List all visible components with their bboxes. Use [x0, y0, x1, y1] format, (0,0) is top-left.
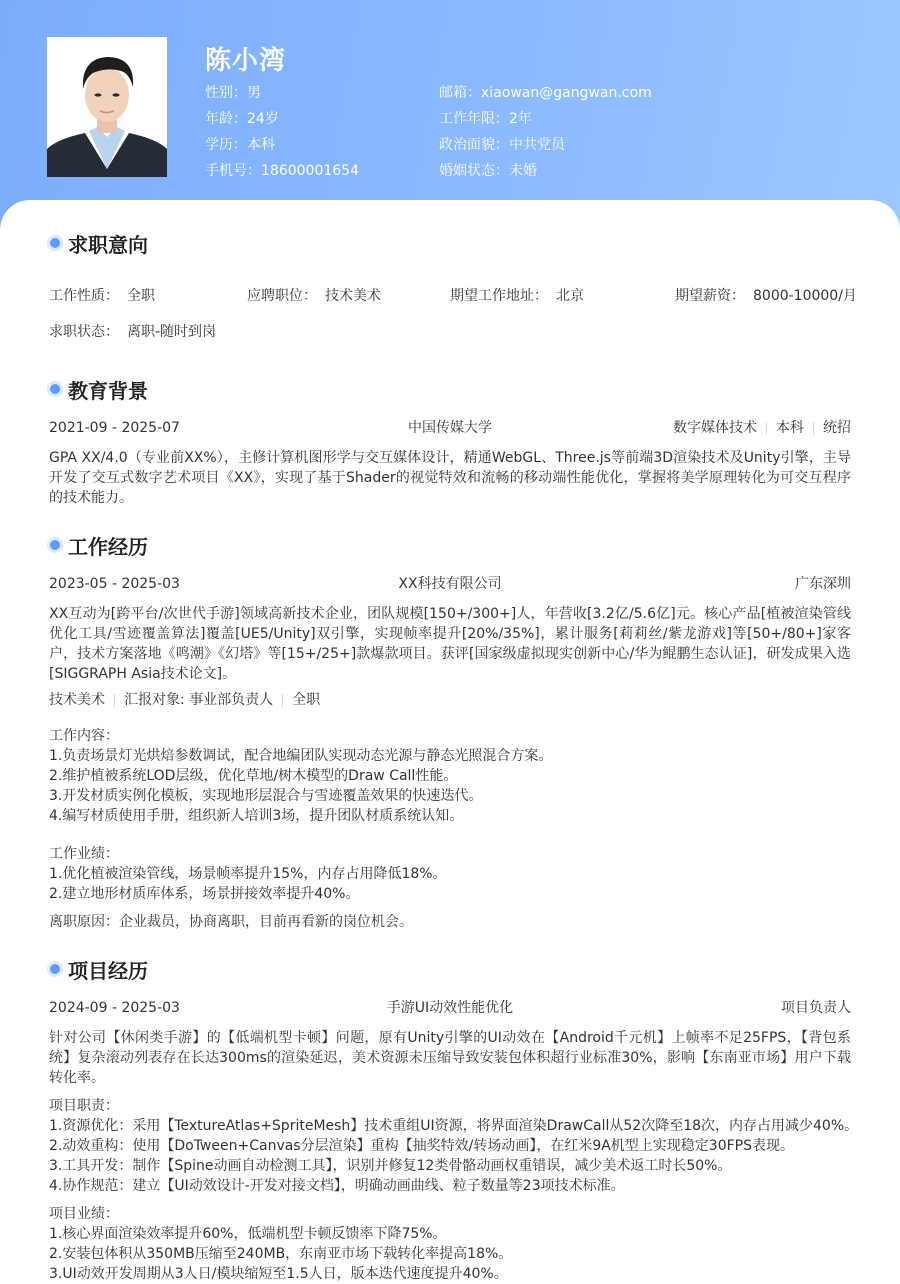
achievement-item: 3.UI动效开发周期从3人日/模块缩短至1.5人日，版本迭代速度提升40%。 [49, 1266, 508, 1282]
report-to: 汇报对象: 事业部负责人 [124, 692, 274, 708]
section-education [49, 374, 851, 508]
major: 数字媒体技术 [673, 420, 757, 436]
duty-item: 4.协作规范：建立【UI动效设计-开发对接文档】，明确动画曲线、粒子数量等23项技术标准。 [49, 1178, 625, 1194]
bullet-dot-icon [50, 964, 60, 974]
project-role: 项目负责人 [781, 1000, 851, 1016]
degree: 本科 [776, 420, 804, 436]
info-marital-status [439, 160, 652, 186]
info-value: 2年 [509, 111, 532, 127]
bullet-dot-icon [50, 540, 60, 550]
work-header-row [49, 574, 851, 594]
section-title [49, 374, 851, 404]
info-education [205, 134, 359, 160]
education-description: GPA XX/4.0（专业前XX%），主修计算机图形学与交互媒体设计，精通WebGL、Three.js等前端3D渲染技术及Unity引擎，主导开发了交互式数字艺术项目《XX》，实现了基于Shader的视觉特效和流畅的移动端性能优化，掌握将美学原理转化为可交互程序的技术能力。 [49, 450, 851, 506]
intent-job-type [49, 278, 247, 314]
divider [813, 422, 814, 435]
work-tags [49, 690, 851, 710]
field-label: 应聘职位： [247, 288, 317, 304]
info-label: 政治面貌： [439, 137, 509, 153]
person-portrait-icon [47, 37, 167, 177]
education-header-row [49, 418, 851, 438]
candidate-name: 陈小湾 [205, 46, 287, 76]
info-value: 24岁 [247, 111, 279, 127]
field-label: 求职状态： [49, 324, 119, 340]
company-description: XX互动为[跨平台/次世代手游]领域高新技术企业，团队规模[150+/300+]人，年营收[3.2亿/5.6亿]元。核心产品[植被渲染管线优化工具/雪迹覆盖算法]覆盖[UE5/Unity]双引擎，实现帧率提升[20%/35%]，累计服务[莉莉丝/紫龙游戏]等[50+/80+]家客户，技术方案落地《鸣潮》《幻塔》等[15+/25+]款爆款项目。获评[国家级虚拟现实创新中心/华为鲲鹏生态认证]，研发成果入选[SIGGRAPH Asia技术论文]。 [49, 606, 851, 682]
resume-body [0, 200, 900, 1284]
info-label: 工作年限： [439, 111, 509, 127]
duty-item: 2.动效重构：使用【DoTween+Canvas分层渲染】重构【抽奖特效/转场动画】，在红米9A机型上实现稳定30FPS表现。 [49, 1138, 794, 1154]
work-period: 2023-05 - 2025-03 [49, 576, 180, 592]
field-label: 期望工作地址： [450, 288, 548, 304]
divider [766, 422, 767, 435]
duties-title: 工作内容： [49, 728, 119, 744]
leave-reason: 离职原因：企业裁员，协商离职，目前再看新的岗位机会。 [49, 914, 413, 930]
achievements-title: 项目业绩： [49, 1206, 119, 1222]
section-title [49, 228, 851, 258]
profile-photo [47, 37, 167, 177]
intent-salary [675, 278, 857, 314]
education-period: 2021-09 - 2025-07 [49, 420, 180, 436]
company-name: XX科技有限公司 [398, 576, 502, 592]
section-job-intent [49, 200, 857, 350]
intent-location [450, 278, 675, 314]
info-age [205, 108, 359, 134]
divider [282, 694, 283, 707]
info-label: 学历： [205, 137, 247, 153]
project-description: 针对公司【休闲类手游】的【低端机型卡顿】问题，原有Unity引擎的UI动效在【Android千元机】上帧率不足25FPS，【背包系统】复杂滚动列表存在长达300ms的渲染延迟，美术资源未压缩导致安装包体积超行业标准30%，影响【东南亚市场】用户下载转化率。 [49, 1030, 851, 1086]
section-title-text: 工作经历 [68, 534, 148, 559]
education-tags [673, 418, 851, 438]
achievement-item: 1.优化植被渲染管线，场景帧率提升15%，内存占用降低18%。 [49, 866, 447, 882]
duty-item: 3.开发材质实例化模板，实现地形层混合与雪迹覆盖效果的快速迭代。 [49, 788, 483, 804]
info-phone [205, 160, 359, 186]
work-duties [49, 726, 851, 826]
duty-item: 1.负责场景灯光烘焙参数调试，配合地编团队实现动态光源与静态光照混合方案。 [49, 748, 553, 764]
resume-header [0, 0, 900, 230]
work-location: 广东深圳 [795, 576, 851, 592]
school-name: 中国传媒大学 [408, 420, 492, 436]
achievement-item: 1.核心界面渲染效率提升60%，低端机型卡顿反馈率下降75%。 [49, 1226, 447, 1242]
section-title [49, 954, 851, 984]
intent-position [247, 278, 450, 314]
section-work [49, 530, 851, 932]
section-title-text: 求职意向 [68, 232, 148, 257]
section-project [49, 954, 859, 1284]
field-label: 工作性质： [49, 288, 119, 304]
basic-info-left [205, 82, 359, 186]
info-value[interactable]: xiaowan@gangwan.com [481, 85, 652, 101]
info-label: 性别： [205, 85, 247, 101]
job-intent-grid [49, 278, 857, 350]
info-value: 中共党员 [509, 137, 565, 153]
duty-item: 2.维护植被系统LOD层级，优化草地/树木模型的Draw Call性能。 [49, 768, 458, 784]
employment-type: 全职 [292, 692, 321, 708]
field-value: 北京 [556, 288, 584, 304]
bullet-dot-icon [50, 384, 60, 394]
field-value: 离职-随时到岗 [127, 324, 217, 340]
info-label: 手机号： [205, 163, 261, 179]
info-work-years [439, 108, 652, 134]
field-label: 期望薪资： [675, 288, 745, 304]
info-value: 18600001654 [261, 163, 359, 179]
achievements-title: 工作业绩： [49, 846, 119, 862]
duty-item: 1.资源优化：采用【TextureAtlas+SpriteMesh】技术重组UI资源，将界面渲染DrawCall从52次降至18次，内存占用减少40%。 [49, 1118, 859, 1134]
achievement-item: 2.建立地形材质库体系，场景拼接效率提升40%。 [49, 886, 360, 902]
divider [114, 694, 115, 707]
basic-info-right [439, 82, 652, 186]
intent-status [49, 314, 349, 350]
field-value: 全职 [127, 288, 155, 304]
project-header-row [49, 998, 851, 1018]
info-label: 婚姻状态： [439, 163, 509, 179]
info-label: 年龄： [205, 111, 247, 127]
info-value: 本科 [247, 137, 275, 153]
duties-title: 项目职责： [49, 1098, 119, 1114]
project-period: 2024-09 - 2025-03 [49, 1000, 180, 1016]
info-gender [205, 82, 359, 108]
field-value: 8000-10000/月 [753, 288, 857, 304]
job-title: 技术美术 [49, 692, 105, 708]
section-title-text: 教育背景 [68, 378, 148, 403]
project-duties [49, 1096, 859, 1196]
bullet-dot-icon [50, 238, 60, 248]
info-value: 男 [247, 85, 261, 101]
project-name: 手游UI动效性能优化 [386, 1000, 514, 1016]
project-achievements [49, 1204, 851, 1284]
work-achievements [49, 844, 851, 904]
section-title [49, 530, 851, 560]
section-title-text: 项目经历 [68, 958, 148, 983]
achievement-item: 2.安装包体积从350MB压缩至240MB，东南亚市场下载转化率提高18%。 [49, 1246, 513, 1262]
info-label: 邮箱： [439, 85, 481, 101]
duty-item: 4.编写材质使用手册，组织新人培训3场，提升团队材质系统认知。 [49, 808, 464, 824]
field-value: 技术美术 [325, 288, 381, 304]
enrollment-type: 统招 [823, 420, 851, 436]
info-political-status [439, 134, 652, 160]
duty-item: 3.工具开发：制作【Spine动画自动检测工具】，识别并修复12类骨骼动画权重错误，减少美术返工时长50%。 [49, 1158, 732, 1174]
info-email [439, 82, 652, 108]
info-value: 未婚 [509, 163, 537, 179]
